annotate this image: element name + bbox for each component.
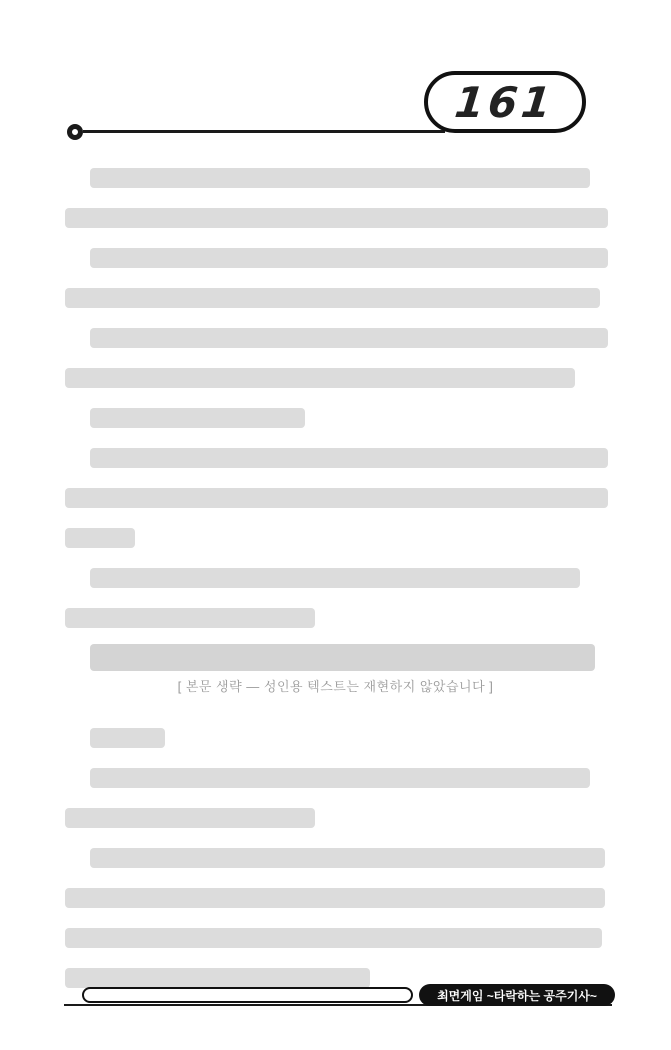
page-number: 161 (452, 77, 558, 127)
redacted-text-line (65, 608, 315, 628)
redacted-text-line (90, 848, 605, 868)
redacted-text-line (65, 808, 315, 828)
redacted-text-line (90, 328, 608, 348)
redacted-text-line (90, 644, 595, 671)
redacted-text-line (65, 968, 370, 988)
redacted-text-line (90, 408, 305, 428)
redacted-text-line (65, 928, 602, 948)
redacted-text-line (65, 368, 575, 388)
footer-stadium (82, 987, 413, 1003)
redacted-text-line (65, 208, 608, 228)
series-title: 최면게임 ~타락하는 공주기사~ (437, 988, 597, 1003)
redacted-text-line (90, 168, 590, 188)
redacted-text-line (90, 448, 608, 468)
redacted-text-line (65, 488, 608, 508)
redacted-text-line (65, 888, 605, 908)
redacted-text-line (90, 728, 165, 748)
series-title-badge (419, 984, 615, 1006)
redaction-notice: [ 본문 생략 — 성인용 텍스트는 재현하지 않았습니다 ] (177, 679, 494, 694)
redacted-text-line (65, 288, 600, 308)
redacted-text-line (65, 528, 135, 548)
redacted-text-line (90, 248, 608, 268)
redacted-text-line (90, 568, 580, 588)
redacted-text-line (90, 768, 590, 788)
